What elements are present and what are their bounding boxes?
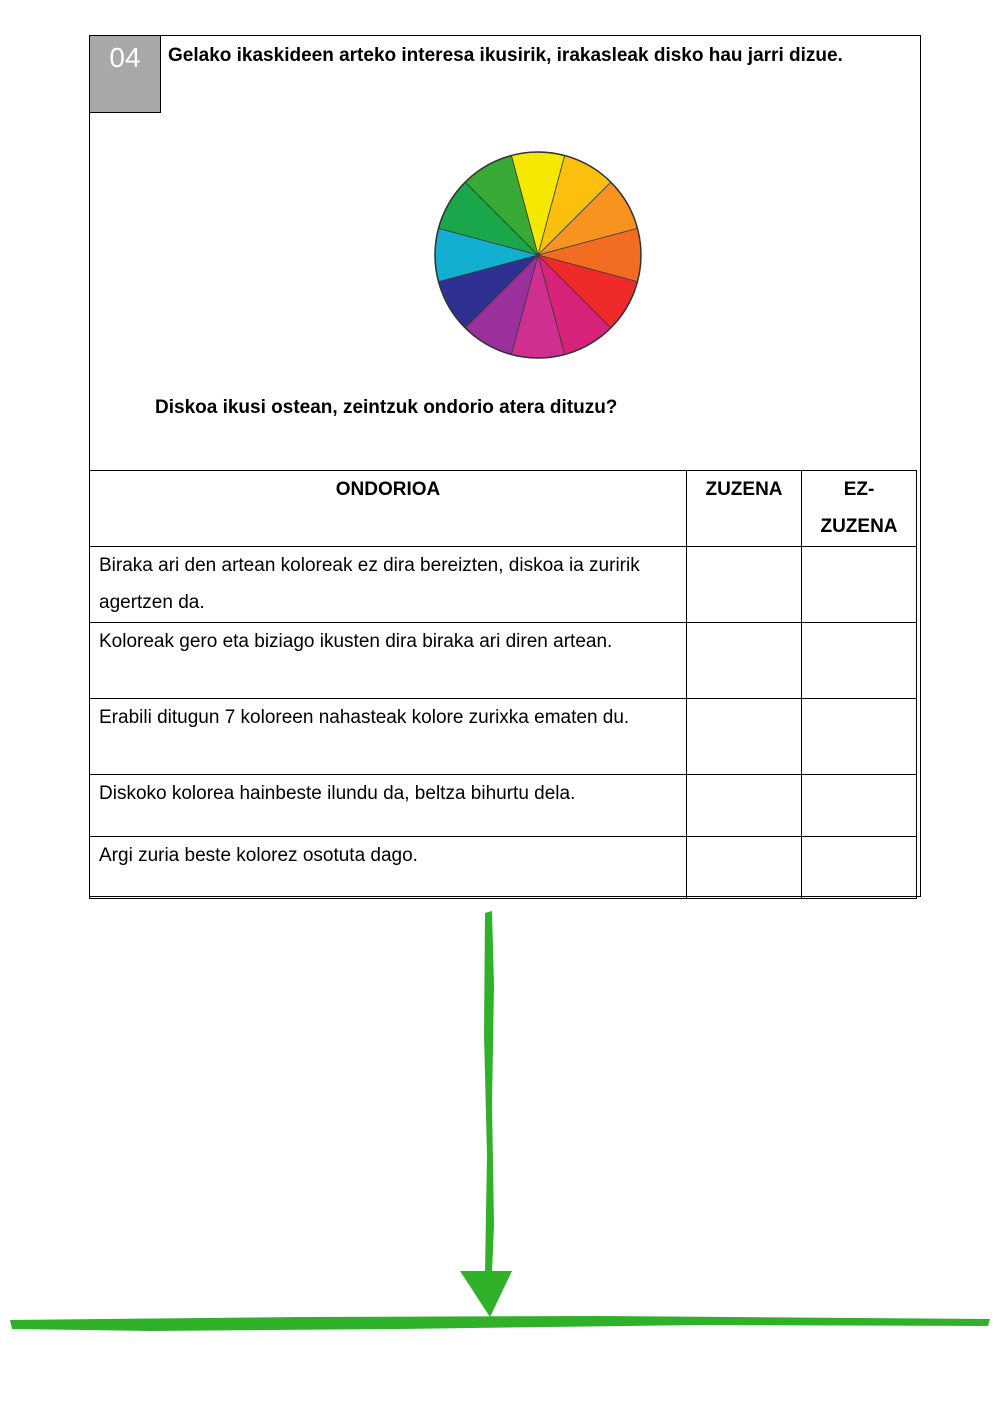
arrow-head-icon bbox=[460, 1271, 512, 1317]
table-row bbox=[90, 775, 917, 837]
incorrect-cell[interactable] bbox=[802, 837, 917, 899]
correct-cell[interactable] bbox=[687, 699, 802, 775]
arrow-baseline bbox=[10, 1316, 990, 1331]
arrow-shaft bbox=[484, 911, 494, 1273]
row-conclusion-text: Biraka ari den artean koloreak ez dira bereizten, diskoa ia zuririk agertzen da. bbox=[90, 547, 687, 623]
exercise-number: 04 bbox=[90, 36, 161, 113]
row-conclusion-text: Diskoko kolorea hainbeste ilundu da, beltza bihurtu dela. bbox=[90, 775, 687, 837]
correct-cell[interactable] bbox=[687, 547, 802, 623]
row-conclusion-text: Erabili ditugun 7 koloreen nahasteak kolore zurixka ematen du. bbox=[90, 699, 687, 775]
header-incorrect-line1: EZ- bbox=[843, 479, 875, 500]
header-incorrect bbox=[802, 471, 917, 547]
table-row bbox=[90, 699, 917, 775]
row-conclusion-text: Argi zuria beste kolorez osotuta dago. bbox=[90, 837, 687, 899]
correct-cell[interactable] bbox=[687, 775, 802, 837]
row-conclusion-text: Koloreak gero eta biziago ikusten dira biraka ari diren artean. bbox=[90, 623, 687, 699]
exercise-question: Diskoa ikusi ostean, zeintzuk ondorio atera dituzu? bbox=[155, 397, 618, 418]
incorrect-cell[interactable] bbox=[802, 547, 917, 623]
exercise-box bbox=[89, 35, 921, 897]
green-arrow-decoration bbox=[0, 905, 1000, 1345]
header-conclusion: ONDORIOA bbox=[90, 471, 687, 547]
table-row bbox=[90, 623, 917, 699]
color-wheel-segments bbox=[435, 152, 641, 358]
header-correct: ZUZENA bbox=[687, 471, 802, 547]
header-incorrect-line2: ZUZENA bbox=[820, 516, 898, 537]
exercise-prompt: Gelako ikaskideen arteko interesa ikusirik, irakasleak disko hau jarri dizue. bbox=[168, 45, 843, 66]
correct-cell[interactable] bbox=[687, 623, 802, 699]
color-wheel bbox=[432, 149, 644, 361]
incorrect-cell[interactable] bbox=[802, 775, 917, 837]
incorrect-cell[interactable] bbox=[802, 623, 917, 699]
table-row bbox=[90, 837, 917, 899]
table-header-row bbox=[90, 471, 917, 547]
incorrect-cell[interactable] bbox=[802, 699, 917, 775]
correct-cell[interactable] bbox=[687, 837, 802, 899]
table-row bbox=[90, 547, 917, 623]
answer-table bbox=[89, 470, 917, 899]
